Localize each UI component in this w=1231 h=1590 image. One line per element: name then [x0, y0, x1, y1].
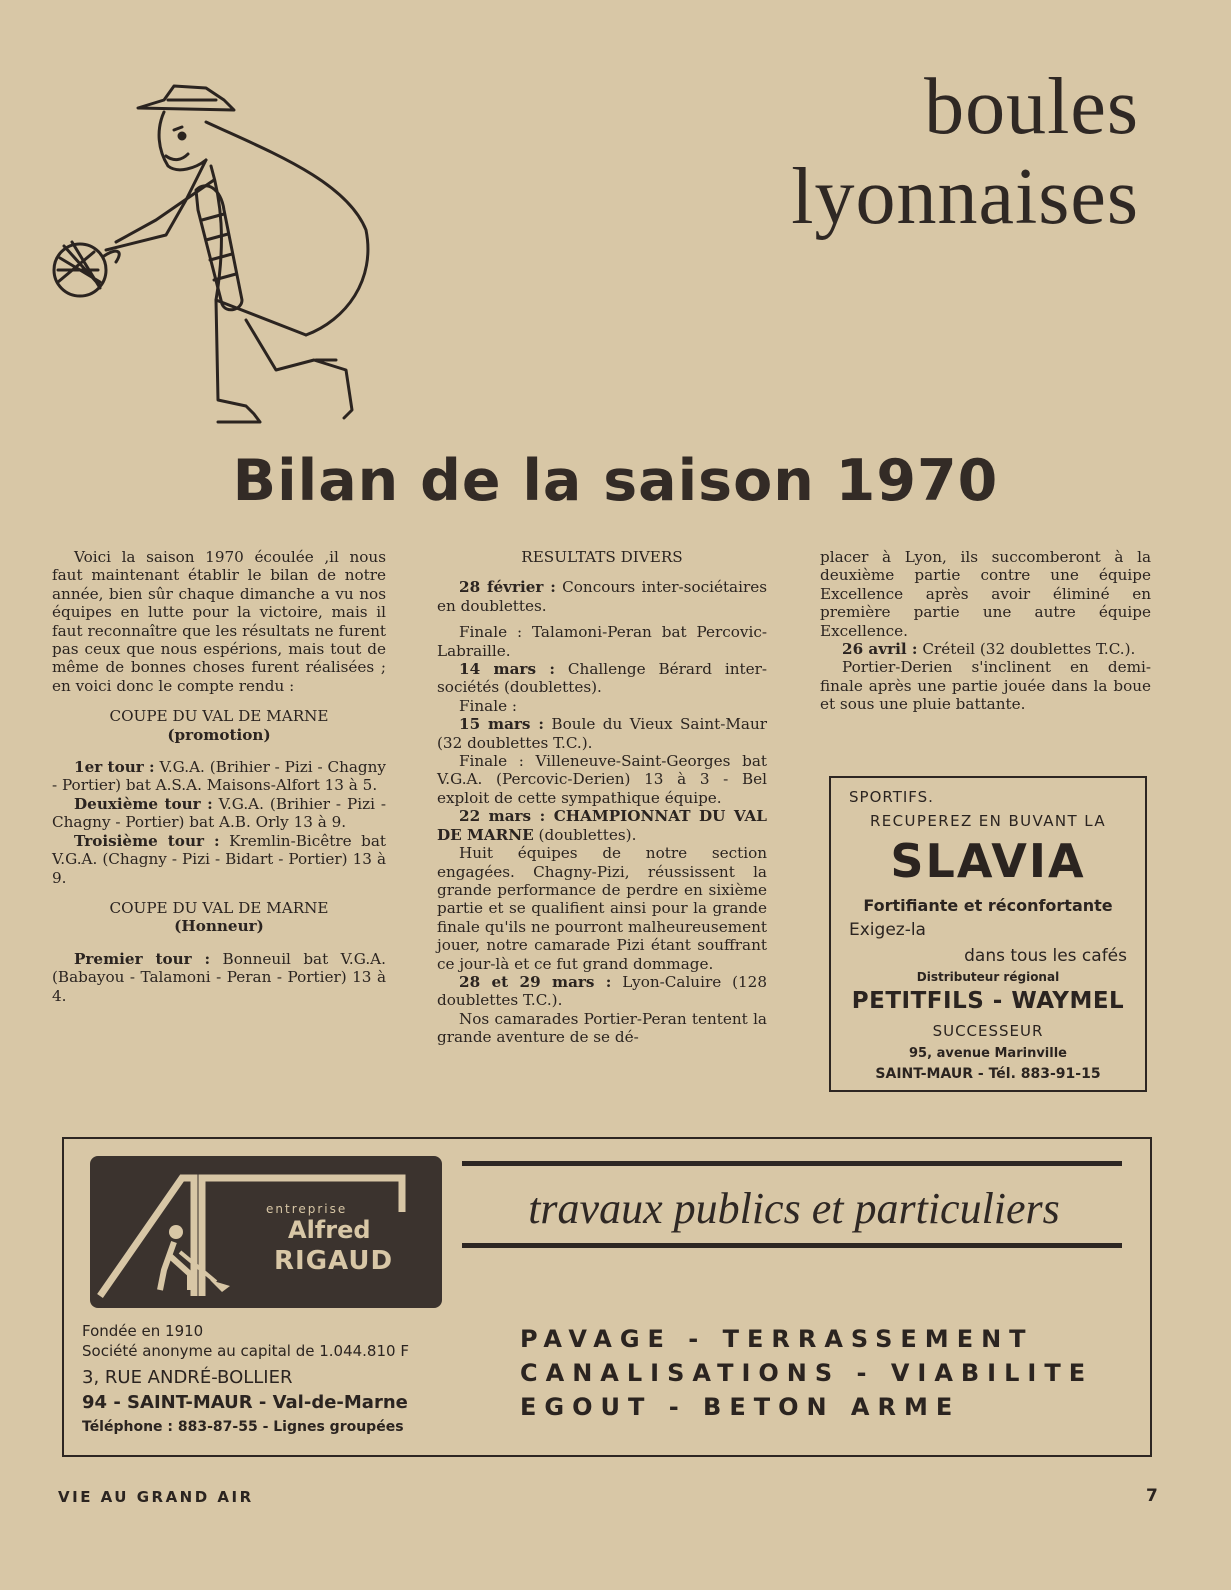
title-line-1: boules: [924, 63, 1139, 151]
title-line-2: lyonnaises: [791, 153, 1139, 241]
article-column-1: [52, 548, 386, 1005]
rigaud-advertisement: [62, 1137, 1152, 1457]
coupe-promotion-heading: [52, 707, 386, 744]
event-final: Finale :: [459, 696, 518, 715]
event-text: Lyon-Caluire (128 doublettes T.C.).: [437, 972, 767, 1010]
result-label: Premier tour :: [74, 949, 211, 968]
results-heading: RESULTATS DIVERS: [521, 548, 683, 566]
event-text: (doublettes).: [533, 825, 637, 844]
coupe-subtitle: (Honneur): [174, 917, 264, 936]
event-paragraph: [437, 715, 767, 752]
magazine-name: VIE AU GRAND AIR: [58, 1488, 254, 1506]
slavia-line-1: SPORTIFS.: [849, 788, 934, 806]
event-body: Portier-Derien s'inclinent en demi-finale après une partie jouée dans la boue et sous une pluie battante.: [820, 658, 1151, 714]
rigaud-capital: Société anonyme au capital de 1.044.810 F: [82, 1342, 409, 1360]
logo-entreprise: entreprise: [266, 1202, 348, 1216]
event-paragraph: [437, 973, 767, 1010]
slavia-address: 95, avenue Marinville: [909, 1046, 1067, 1061]
result-text: V.G.A. (Brihier - Pizi - Chagny - Portier) bat A.B. Orly 13 à 9.: [52, 794, 387, 832]
result-paragraph: [52, 758, 386, 795]
event-final: Finale : Talamoni-Peran bat Percovic-Labraille.: [437, 623, 767, 660]
bottom-rule: [462, 1243, 1122, 1248]
event-paragraph: [437, 578, 767, 615]
rigaud-phone: Téléphone : 883-87-55 - Lignes groupées: [82, 1419, 404, 1435]
article-headline: Bilan de la saison 1970: [232, 448, 999, 514]
event-date: 22 mars : CHAMPIONNAT DU VAL DE MARNE: [437, 807, 767, 844]
slavia-cafes: dans tous les cafés: [964, 946, 1127, 966]
result-paragraph: [52, 795, 386, 832]
slavia-successor: SUCCESSEUR: [932, 1022, 1044, 1040]
event-body: Nos camarades Portier-Peran tentent la grande aventure de se dé-: [437, 1009, 767, 1047]
result-text: Kremlin-Bicêtre bat V.G.A. (Chagny - Pizi - Bidart - Portier) 13 à 9.: [52, 831, 386, 887]
page-number: 7: [1146, 1486, 1158, 1506]
slavia-brand: SLAVIA: [890, 834, 1086, 888]
result-label: Deuxième tour :: [74, 794, 213, 813]
event-body: Huit équipes de notre section engagées. Chagny-Pizi, réussissent la grande performance de perdre en sixième partie et se qualifient ainsi pour la grande finale qu'ils ne pourront malheureusement jouer, notre camarade Pizi étant souffrant ce jour-là et ce fut grand dommage.: [437, 844, 767, 973]
slavia-line-2: RECUPEREZ EN BUVANT LA: [869, 812, 1107, 830]
rigaud-founded: Fondée en 1910: [82, 1322, 204, 1340]
rigaud-city: 94 - SAINT-MAUR - Val-de-Marne: [82, 1392, 408, 1413]
works-line-3: EGOUT - BETON ARME: [520, 1393, 961, 1421]
event-date: 26 avril :: [842, 640, 918, 659]
rigaud-logo: [90, 1156, 442, 1308]
result-paragraph: [52, 950, 386, 1005]
section-title: [791, 62, 1139, 242]
event-paragraph: [820, 640, 1151, 658]
coupe-honneur-heading: [52, 899, 386, 936]
slavia-distributor: Distributeur régional: [916, 970, 1060, 984]
result-paragraph: [52, 832, 386, 887]
result-text: Bonneuil bat V.G.A. (Babayou - Talamoni - Peran - Portier) 13 à 4.: [52, 949, 386, 1005]
event-text: Créteil (32 doublettes T.C.).: [917, 640, 1136, 659]
result-label: 1er tour :: [74, 758, 155, 777]
event-text: Concours inter-sociétaires en doublettes.: [437, 578, 767, 615]
slavia-company: PETITFILS - WAYMEL: [851, 988, 1125, 1014]
event-final: Finale : Villeneuve-Saint-Georges bat V.G.A. (Percovic-Derien) 13 à 3 - Bel exploit de cette sympathique équipe.: [437, 752, 767, 807]
works-line-1: PAVAGE - TERRASSEMENT: [520, 1325, 1034, 1353]
slavia-advertisement: [829, 776, 1147, 1092]
rigaud-logo-icon: [90, 1156, 442, 1308]
slavia-exigez: Exigez-la: [849, 920, 926, 940]
event-date: 15 mars :: [459, 715, 544, 734]
logo-rigaud: RIGAUD: [274, 1246, 394, 1276]
boules-player-illustration: [46, 70, 386, 430]
slavia-tagline: Fortifiante et réconfortante: [863, 896, 1113, 915]
event-date: 14 mars :: [459, 660, 555, 679]
coupe-title: COUPE DU VAL DE MARNE: [109, 707, 329, 726]
event-date: 28 et 29 mars :: [459, 972, 612, 991]
rigaud-street: 3, RUE ANDRÉ-BOLLIER: [82, 1367, 293, 1388]
result-label: Troisième tour :: [74, 831, 220, 850]
top-rule: [462, 1161, 1122, 1166]
logo-alfred: Alfred: [288, 1216, 371, 1244]
coupe-title: COUPE DU VAL DE MARNE: [109, 898, 329, 917]
coupe-subtitle: (promotion): [167, 725, 271, 744]
event-text: Boule du Vieux Saint-Maur (32 doublettes T.C.).: [437, 715, 767, 752]
article-column-3: [820, 548, 1151, 714]
event-date: 28 février :: [459, 578, 556, 597]
event-text: Challenge Bérard inter-sociétés (doublettes).: [437, 660, 768, 697]
slavia-city-tel: SAINT-MAUR - Tél. 883-91-15: [875, 1066, 1101, 1082]
continuation-paragraph: placer à Lyon, ils succomberont à la deuxième partie contre une équipe Excellence après avoir éliminé en première partie une autre équipe Excellence.: [820, 548, 1151, 640]
intro-paragraph: Voici la saison 1970 écoulée ,il nous faut maintenant établir le bilan de notre année, bien sûr chaque dimanche a vu nos équipes en lutte pour la victoire, mais il faut reconnaître que les résultats ne furent pas ceux que nous espérions, mais tout de même de bonnes choses furent réalisées ; en voici donc le compte rendu :: [52, 548, 386, 695]
event-paragraph: [437, 660, 767, 697]
rigaud-tagline: travaux publics et particuliers: [528, 1184, 1060, 1233]
result-text: V.G.A. (Brihier - Pizi - Chagny - Portier) bat A.S.A. Maisons-Alfort 13 à 5.: [52, 758, 386, 795]
article-column-2: [437, 548, 767, 1047]
works-line-2: CANALISATIONS - VIABILITE: [520, 1359, 1094, 1387]
event-paragraph: [437, 807, 767, 844]
